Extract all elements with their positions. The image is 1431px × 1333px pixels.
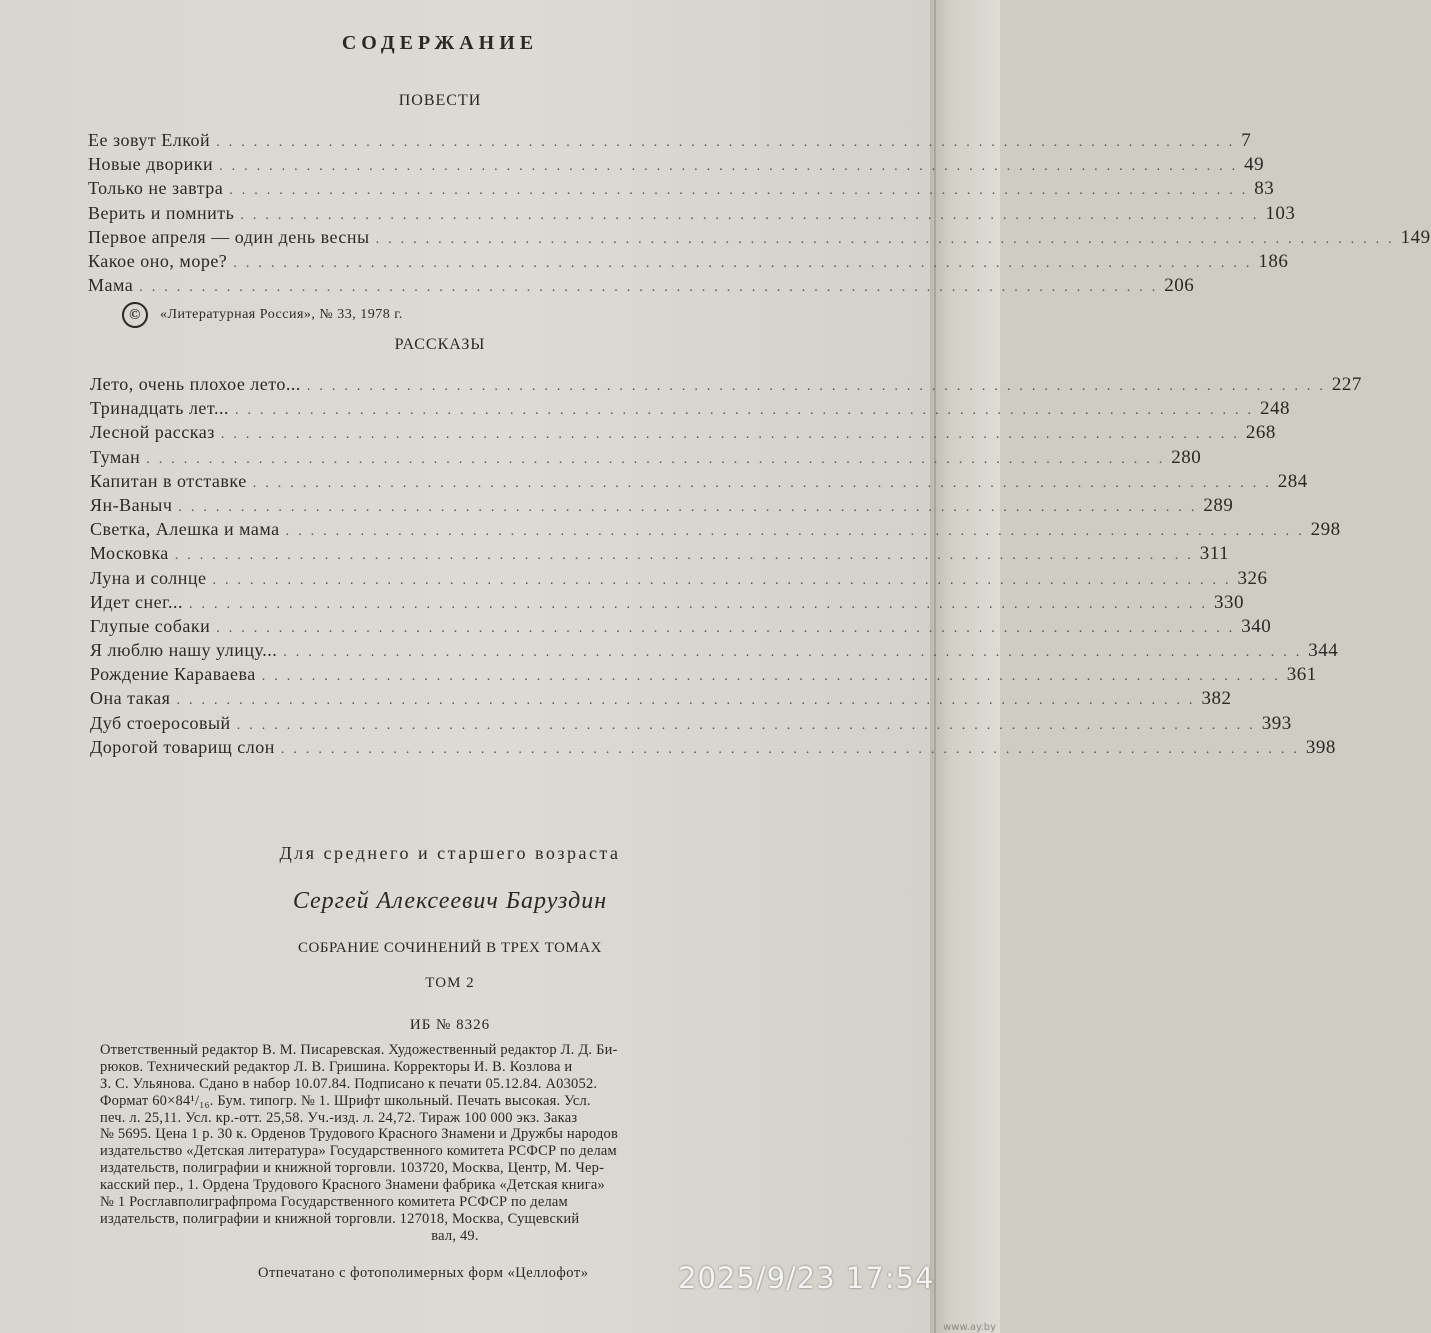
toc-entry-page: 7 <box>1241 130 1252 151</box>
toc-entry[interactable] <box>90 736 1336 761</box>
toc-entry-page: 298 <box>1310 519 1341 541</box>
toc-entry-page: 330 <box>1213 591 1244 613</box>
section-title-povesti: ПОВЕСТИ <box>398 92 482 109</box>
dot-leader: .................................................................................. <box>188 596 1214 612</box>
audience-note: Для среднего и старшего возраста <box>279 843 621 863</box>
dot-leader: .................................................................................. <box>280 741 1306 757</box>
section-title-rasskazy: РАССКАЗЫ <box>394 336 486 353</box>
toc-entry[interactable] <box>88 275 1195 299</box>
toc-entry-page: 149 <box>1400 226 1431 248</box>
toc-entry-title: Ее зовут Елкой <box>88 130 211 150</box>
toc-entry-title: Капитан в отставке <box>90 470 247 491</box>
toc-list-povesti <box>88 130 1431 299</box>
toc-entry-page: 289 <box>1203 494 1234 516</box>
site-watermark: www.ay.by <box>943 1322 996 1333</box>
contents-heading: СОДЕРЖАНИЕ <box>341 32 539 54</box>
dot-leader: .................................................................................. <box>375 231 1401 247</box>
toc-entry-page: 49 <box>1244 154 1265 176</box>
imprint-line: Формат 60×84¹/₁₆. Бум. типогр. № 1. Шрифт школьный. Печать высокая. Усл. <box>100 1092 591 1109</box>
imprint-line: № 5695. Цена 1 р. 30 к. Орденов Трудового Красного Знамени и Дружбы народов <box>100 1126 619 1143</box>
author-name: Сергей Алексеевич Баруздин <box>292 888 608 914</box>
toc-entry[interactable] <box>88 154 1265 178</box>
imprint-line: печ. л. 25,11. Усл. кр.-отт. 25,58. Уч.-изд. л. 24,72. Тираж 100 000 экз. Заказ <box>100 1109 578 1126</box>
toc-entry-title: Глупые собаки <box>90 615 211 636</box>
dot-leader: .................................................................................. <box>261 669 1287 685</box>
copyright-icon: © <box>122 302 148 328</box>
toc-entry[interactable] <box>90 422 1276 446</box>
toc-entry[interactable] <box>88 226 1431 251</box>
toc-entry-page: 268 <box>1245 422 1276 444</box>
toc-entry[interactable] <box>90 567 1268 592</box>
toc-entry-page: 326 <box>1237 567 1268 589</box>
toc-entry[interactable] <box>90 712 1292 737</box>
dot-leader: .................................................................................. <box>176 693 1202 709</box>
collection-title: СОБРАНИЕ СОЧИНЕНИЙ В ТРЕХ ТОМАХ <box>298 940 602 956</box>
dot-leader: .................................................................................. <box>240 207 1266 223</box>
imprint-line: З. С. Ульянова. Сдано в набор 10.07.84. Подписано к печати 05.12.84. А03052. <box>100 1075 598 1092</box>
toc-entry-page: 393 <box>1261 712 1292 734</box>
dot-leader: .................................................................................. <box>178 499 1204 515</box>
toc-entry-title: Первое апреля — один день весны <box>88 226 370 247</box>
toc-entry[interactable] <box>90 664 1317 688</box>
toc-entry-title: Только не завтра <box>88 178 224 199</box>
toc-entry[interactable] <box>90 543 1230 567</box>
imprint-line: издательств, полиграфии и книжной торговли. 127018, Москва, Сущевский <box>100 1210 580 1227</box>
toc-entry-title: Дорогой товарищ слон <box>90 736 275 757</box>
toc-entry[interactable] <box>90 398 1290 422</box>
toc-entry-title: Новые дворики <box>88 154 214 175</box>
copyright-text: «Литературная Россия», № 33, 1978 г. <box>160 307 403 322</box>
copyright-note <box>122 302 403 328</box>
toc-entry-page: 186 <box>1258 250 1289 272</box>
toc-entry[interactable] <box>90 519 1341 543</box>
imprint-line: издательство «Детская литература» Государственного комитета РСФСР по делам <box>100 1143 617 1160</box>
dot-leader: .................................................................................. <box>229 183 1255 199</box>
toc-entry[interactable] <box>90 688 1232 712</box>
toc-entry[interactable] <box>90 640 1339 664</box>
toc-entry-page: 361 <box>1286 664 1317 686</box>
toc-entry-page: 83 <box>1254 178 1275 200</box>
dot-leader: .................................................................................. <box>233 255 1259 271</box>
photo-timestamp: 2025/9/23 17:54 <box>678 1261 935 1295</box>
toc-entry-title: Верить и помнить <box>88 202 235 223</box>
dot-leader: .................................................................................. <box>219 159 1245 175</box>
dot-leader: .................................................................................. <box>306 379 1332 394</box>
imprint-line: касский пер., 1. Ордена Трудового Красного Знамени фабрика «Детская книга» <box>100 1177 605 1194</box>
dot-leader: .................................................................................. <box>216 135 1242 150</box>
toc-entry-title: Ян-Ваныч <box>90 494 173 515</box>
toc-entry-title: Луна и солнце <box>90 567 207 588</box>
toc-entry-page: 284 <box>1277 470 1308 492</box>
toc-entry-page: 311 <box>1199 543 1230 565</box>
toc-entry-title: Лесной рассказ <box>90 422 215 443</box>
dot-leader: .................................................................................. <box>285 524 1311 540</box>
toc-entry-title: Туман <box>90 446 141 467</box>
toc-entry-page: 382 <box>1201 688 1232 710</box>
imprint-block <box>100 1042 810 1245</box>
toc-entry-page: 398 <box>1305 736 1336 758</box>
toc-entry[interactable] <box>90 374 1362 398</box>
toc-entry-title: Я люблю нашу улицу... <box>90 640 278 661</box>
dot-leader: .................................................................................. <box>146 451 1172 467</box>
volume-number: ТОМ 2 <box>425 975 475 991</box>
toc-entry-page: 227 <box>1331 374 1362 395</box>
toc-entry[interactable] <box>90 446 1202 471</box>
imprint-line: рюков. Технический редактор Л. В. Гришина. Корректоры И. В. Козлова и <box>100 1058 573 1075</box>
dot-leader: .................................................................................. <box>220 427 1246 443</box>
toc-entry-page: 344 <box>1308 640 1339 662</box>
imprint-line: № 1 Росглавполиграфпрома Государственного комитета РСФСР по делам <box>100 1194 568 1211</box>
dot-leader: .................................................................................. <box>236 717 1262 733</box>
printing-note: Отпечатано с фотополимерных форм «Целлофот» <box>258 1265 589 1281</box>
toc-list-rasskazy <box>90 374 1362 761</box>
toc-entry-title: Тринадцать лет... <box>90 398 229 419</box>
toc-entry[interactable] <box>88 130 1252 154</box>
imprint-line: Ответственный редактор В. М. Писаревская. Художественный редактор Л. Д. Би- <box>100 1042 618 1058</box>
toc-entry[interactable] <box>90 591 1244 616</box>
toc-entry[interactable] <box>88 202 1296 227</box>
toc-entry-title: Какое оно, море? <box>88 250 228 271</box>
toc-entry[interactable] <box>90 615 1272 640</box>
toc-entry-title: Московка <box>90 543 169 564</box>
toc-entry-title: Она такая <box>90 688 171 709</box>
ib-number: ИБ № 8326 <box>409 1017 491 1033</box>
dot-leader: .................................................................................. <box>174 548 1200 564</box>
gutter-edge <box>934 0 936 1333</box>
dot-leader: .................................................................................. <box>139 280 1165 296</box>
toc-entry-page: 340 <box>1241 615 1272 637</box>
toc-entry-page: 248 <box>1259 398 1290 420</box>
toc-entry-title: Рождение Караваева <box>90 664 256 685</box>
dot-leader: .................................................................................. <box>283 645 1309 661</box>
toc-entry-page: 206 <box>1164 275 1195 297</box>
toc-entry-title: Идет снег... <box>90 591 183 612</box>
imprint-line: издательств, полиграфии и книжной торговли. 103720, Москва, Центр, М. Чер- <box>100 1160 605 1177</box>
toc-entry-title: Лето, очень плохое лето... <box>90 374 301 394</box>
imprint-line: вал, 49. <box>431 1227 479 1244</box>
toc-entry[interactable] <box>88 178 1275 202</box>
toc-entry-page: 103 <box>1265 202 1296 224</box>
dot-leader: .................................................................................. <box>216 620 1242 636</box>
toc-entry[interactable] <box>90 494 1234 519</box>
toc-entry-title: Светка, Алешка и мама <box>90 519 280 540</box>
toc-entry-page: 280 <box>1171 446 1202 468</box>
page-gutter <box>930 0 1000 1333</box>
dot-leader: .................................................................................. <box>252 475 1278 491</box>
toc-entry-title: Мама <box>88 275 134 296</box>
toc-entry[interactable] <box>88 250 1289 275</box>
dot-leader: .................................................................................. <box>234 403 1260 419</box>
toc-entry-title: Дуб стоеросовый <box>90 712 231 733</box>
dot-leader: .................................................................................. <box>212 572 1238 588</box>
toc-entry[interactable] <box>90 470 1308 495</box>
